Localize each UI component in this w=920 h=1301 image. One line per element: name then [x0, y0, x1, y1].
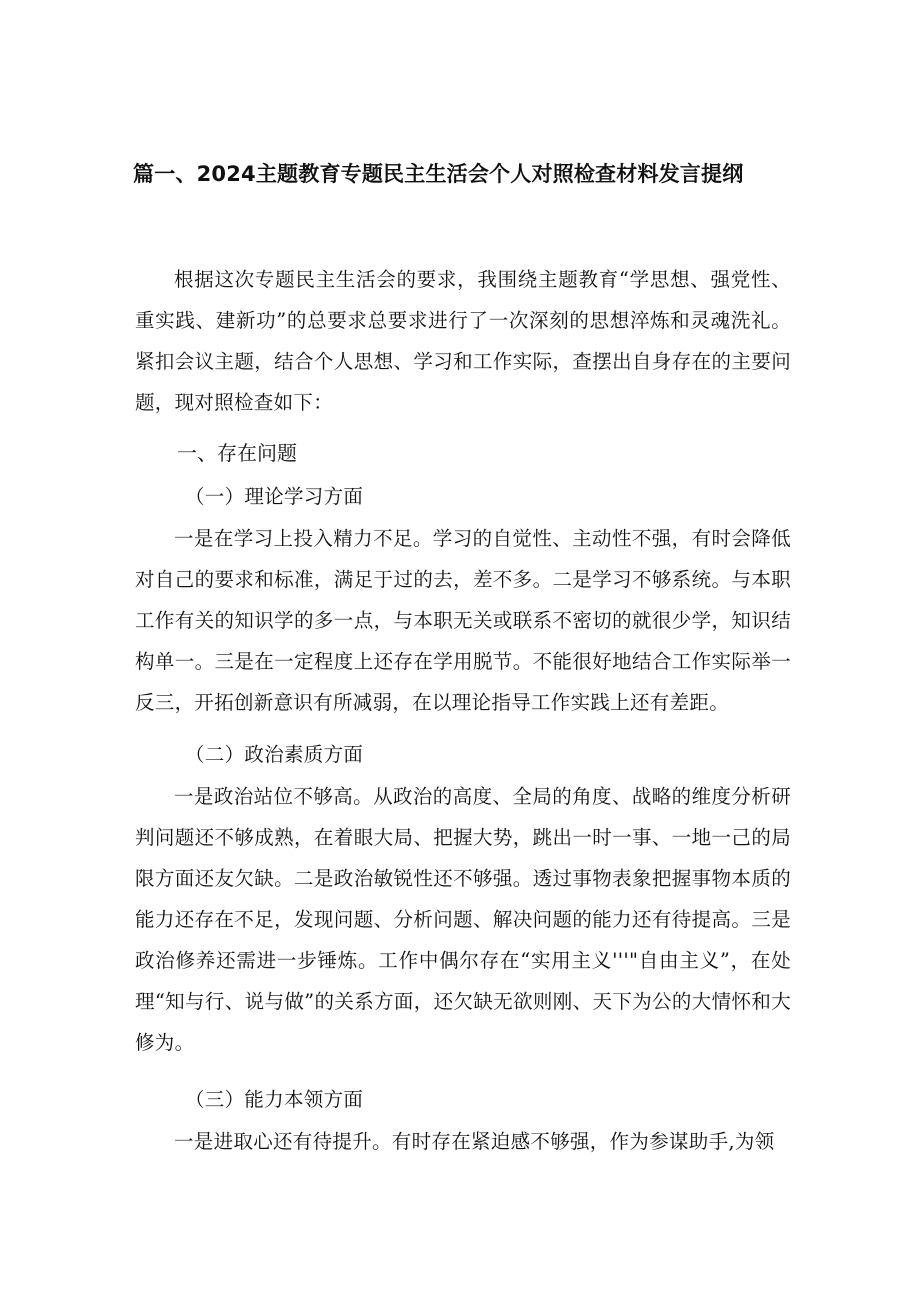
- section-heading-problems: 一、存在问题: [177, 441, 297, 465]
- ability-paragraph: 一是进取心还有待提升。有时存在紧迫感不够强，作为参谋助手,为领: [174, 1130, 775, 1153]
- political-quality-paragraph: 一是政治站位不够高。从政治的高度、全局的角度、战略的维度分析研判问题还不够成熟，在着眼大局、把握大势，跳出一时一事、一地一己的局限方面还友欠缺。二是政治敏锐性还不够强。透过事物表象把握事物本质的能力还存在不足，发现问题、分析问题、解决问题的能力还有待提高。三是政治修养还需进一步锤炼。工作中偶尔存在“实用主义'''"自由主义”，在处理“知与行、说与做”的关系方面，还欠缺无欲则刚、天下为公的大情怀和大修为。: [135, 785, 791, 1054]
- document-title: 篇一、2024主题教育专题民主生活会个人对照检查材料发言提纲: [133, 162, 744, 186]
- theory-study-paragraph: 一是在学习上投入精力不足。学习的自觉性、主动性不强，有时会降低对自己的要求和标准，满足于过的去，差不多。二是学习不够系统。与本职工作有关的知识学的多一点，与本职无关或联系不密切的就很少学，知识结构单一。三是在一定程度上还存在学用脱节。不能很好地结合工作实际举一反三，开拓创新意识有所减弱，在以理论指导工作实践上还有差距。: [135, 527, 791, 714]
- subheading-ability: （三）能力本领方面: [185, 1088, 364, 1111]
- political-quality-block: [135, 776, 791, 1063]
- ability-block: [135, 1121, 791, 1162]
- intro-block: [135, 259, 791, 423]
- subheading-political-quality: （二）政治素质方面: [185, 743, 364, 766]
- subheading-theory-study: （一）理论学习方面: [185, 485, 364, 508]
- intro-paragraph: 根据这次专题民主生活会的要求，我围绕主题教育“学思想、强党性、重实践、建新功”的总要求总要求进行了一次深刻的思想淬炼和灵魂洗礼。紧扣会议主题，结合个人思想、学习和工作实际，查摆出自身存在的主要问题，现对照检查如下：: [135, 268, 791, 414]
- theory-study-block: [135, 518, 791, 723]
